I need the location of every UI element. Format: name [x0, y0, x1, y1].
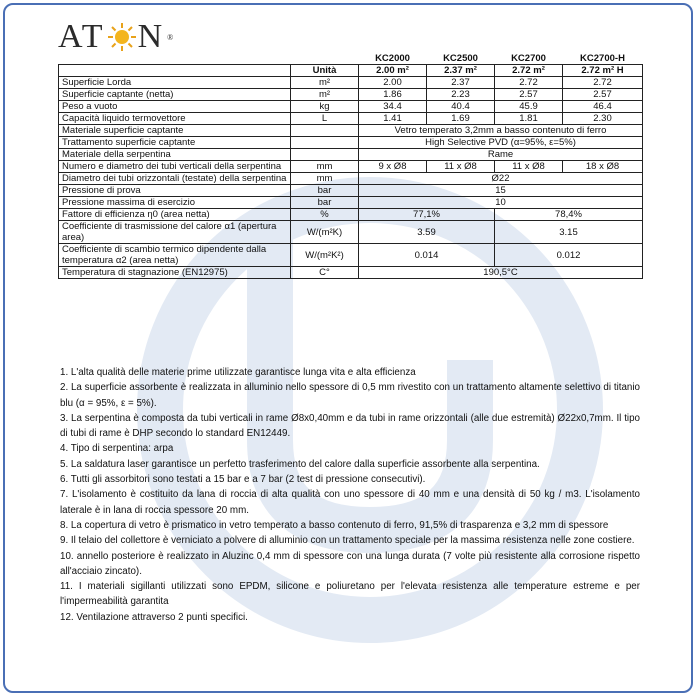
note-item: 5. La saldatura laser garantisce un perfetto trasferimento del calore dalla superficie assorbente alla serpentina. [60, 458, 540, 470]
row-unit [291, 149, 359, 161]
row-value: 2.37 [427, 77, 495, 89]
row-label: Pressione massima di esercizio [59, 197, 291, 209]
row-value-span: 10 [359, 197, 643, 209]
row-unit: m² [291, 89, 359, 101]
logo-text-n: N [137, 18, 166, 55]
table-row [59, 209, 643, 221]
row-value: 1.69 [427, 113, 495, 125]
table-row [59, 185, 643, 197]
table-row [59, 161, 643, 173]
notes-list [60, 365, 640, 625]
row-value: 2.72 [495, 77, 563, 89]
row-label: Fattore di efficienza η0 (area netta) [59, 209, 291, 221]
table-row [59, 125, 643, 137]
row-unit: W/(m²K²) [291, 244, 359, 267]
row-value-pair: 0.014 [359, 244, 495, 267]
row-value: 9 x Ø8 [359, 161, 427, 173]
row-value: 2.72 [563, 77, 643, 89]
row-value: 40.4 [427, 101, 495, 113]
row-label: Temperatura di stagnazione (EN12975) [59, 267, 291, 279]
row-label: Superficie Lorda [59, 77, 291, 89]
table-row [59, 149, 643, 161]
note-item: 3. La serpentina è composta da tubi verticali in rame Ø8x0,40mm e da tubi in rame orizzontali (alle due estremità) Ø22x0,7mm. Il tipo di tubi di rame è DHP secondo lo standard EN12449. [60, 412, 640, 440]
row-unit: m² [291, 77, 359, 89]
row-unit: % [291, 209, 359, 221]
row-value-pair: 3.15 [495, 221, 643, 244]
table-row [59, 244, 643, 267]
logo-text-at: AT [58, 18, 106, 55]
row-label: Capacità liquido termovettore [59, 113, 291, 125]
row-value-span: Rame [359, 149, 643, 161]
note-item: 7. L'isolamento è costituito da lana di roccia di alta qualità con uno spessore di 40 mm e una densità di 50 kg / m3. L'isolamento laterale è in lana di roccia spessore 20 mm. [60, 489, 640, 516]
area-header: 2.00 m² [359, 65, 427, 77]
row-unit: mm [291, 173, 359, 185]
row-value-span: 190,5°C [359, 267, 643, 279]
row-value: 2.57 [563, 89, 643, 101]
note-item: 1. L'alta qualità delle materie prime utilizzate garantisce lunga vita e alta efficienza [60, 367, 416, 378]
row-unit: mm [291, 161, 359, 173]
row-label: Numero e diametro dei tubi verticali della serpentina [59, 161, 291, 173]
row-unit [291, 137, 359, 149]
row-value-pair: 0.012 [495, 244, 643, 267]
row-value: 18 x Ø8 [563, 161, 643, 173]
row-value: 34.4 [359, 101, 427, 113]
note-item: 11. I materiali sigillanti utilizzati sono EPDM, silicone e poliuretano per l'elevata resistenza alle temperature estreme e per l'impermeabilità garantita [60, 581, 640, 608]
row-value: 11 x Ø8 [427, 161, 495, 173]
row-value: 2.30 [563, 113, 643, 125]
row-unit: C° [291, 267, 359, 279]
area-label-empty [59, 65, 291, 77]
row-label: Peso a vuoto [59, 101, 291, 113]
area-header: 2.37 m² [427, 65, 495, 77]
note-item: 4. Tipo di serpentina: arpa [60, 443, 174, 455]
row-value: 2.57 [495, 89, 563, 101]
row-label: Coefficiente di trasmissione del calore α1 (apertura area) [59, 221, 291, 244]
note-item: 12. Ventilazione attraverso 2 punti specifici. [60, 611, 248, 623]
unit-header: Unità [291, 65, 359, 77]
note-item: 9. Il telaio del collettore è verniciato a polvere di alluminio con un trattamento speciale per la massima resistenza nelle zone costiere. [60, 535, 635, 547]
model-header-empty-unit [291, 48, 359, 65]
spec-table [58, 48, 643, 279]
row-label: Pressione di prova [59, 185, 291, 197]
table-row [59, 221, 643, 244]
row-value-span: 15 [359, 185, 643, 197]
row-value: 1.41 [359, 113, 427, 125]
row-unit: L [291, 113, 359, 125]
table-row [59, 77, 643, 89]
model-kc2000: KC2000 [375, 53, 410, 64]
row-label: Materiale della serpentina [59, 149, 291, 161]
row-unit: W/(m²K) [291, 221, 359, 244]
row-value: 1.81 [495, 113, 563, 125]
table-row [59, 113, 643, 125]
row-value: 2.00 [359, 77, 427, 89]
row-label: Coefficiente di scambio termico dipendente dalla temperatura α2 (area netta) [59, 244, 291, 267]
table-row [59, 101, 643, 113]
model-kc2700h: KC2700-H [580, 53, 625, 64]
trademark: ® [167, 32, 177, 42]
row-value: 45.9 [495, 101, 563, 113]
note-item: 6. Tutti gli assorbitori sono testati a 15 bar e a 7 bar (2 test di pressione consecutivi). [60, 474, 426, 486]
row-value: 11 x Ø8 [495, 161, 563, 173]
row-unit: bar [291, 197, 359, 209]
row-label: Trattamento superficie captante [59, 137, 291, 149]
row-value: 1.86 [359, 89, 427, 101]
note-item: 8. La copertura di vetro è prismatico in vetro temperato a basso contenuto di ferro, 91,5% di trasparenza e 3,2 mm di spessore [60, 519, 609, 531]
area-header: 2.72 m² H [563, 65, 643, 77]
row-value: 2.23 [427, 89, 495, 101]
row-value-span: Vetro temperato 3,2mm a basso contenuto di ferro [359, 125, 643, 137]
note-item: 10. annello posteriore è realizzato in Aluzinc 0,4 mm di spessore con una lunga durata (7 volte più resistente alla corrosione rispetto all'acciaio zincato). [60, 550, 640, 577]
row-unit [291, 125, 359, 137]
model-header-empty [59, 48, 291, 65]
row-value-pair: 77,1% [359, 209, 495, 221]
table-row [59, 137, 643, 149]
row-label: Materiale superficie captante [59, 125, 291, 137]
note-item: 2. La superficie assorbente è realizzata in alluminio nello spessore di 0,5 mm rivestito con un trattamento altamente selettivo di titanio blu (α = 95%, ε = 5%). [60, 382, 640, 409]
row-value-pair: 78,4% [495, 209, 643, 221]
row-unit: kg [291, 101, 359, 113]
row-label: Superficie captante (netta) [59, 89, 291, 101]
row-label: Diametro dei tubi orizzontali (testate) della serpentina [59, 173, 291, 185]
model-kc2500: KC2500 [443, 53, 478, 64]
model-kc2700: KC2700 [511, 53, 546, 64]
area-header: 2.72 m² [495, 65, 563, 77]
row-unit: bar [291, 185, 359, 197]
row-value-pair: 3.59 [359, 221, 495, 244]
table-row [59, 267, 643, 279]
row-value-span: Ø22 [359, 173, 643, 185]
table-row [59, 197, 643, 209]
row-value: 46.4 [563, 101, 643, 113]
table-row [59, 89, 643, 101]
row-value-span: High Selective PVD (α=95%, ε=5%) [359, 137, 643, 149]
table-row [59, 173, 643, 185]
